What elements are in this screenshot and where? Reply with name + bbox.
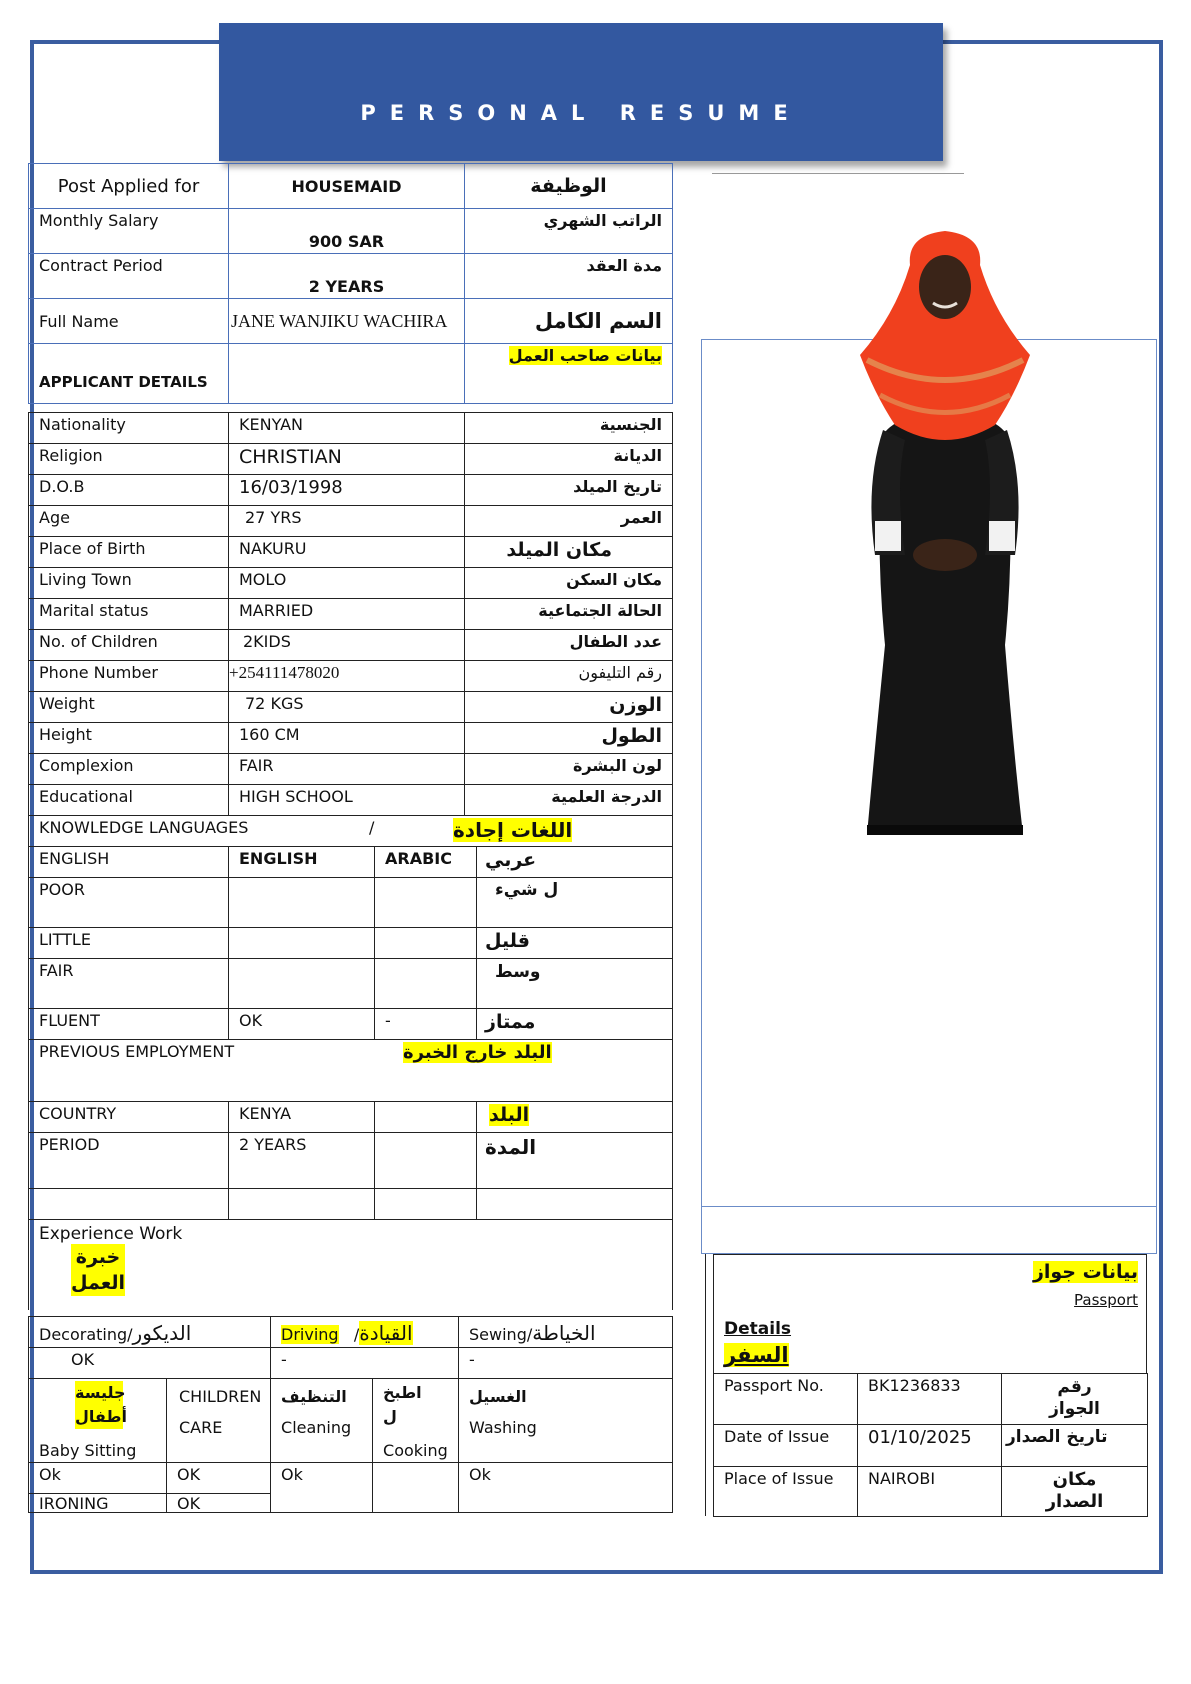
- phone-value: +254111478020: [229, 661, 465, 692]
- birthplace-label: Place of Birth: [29, 537, 229, 568]
- table-row: [29, 1463, 673, 1494]
- passport-details-ar: السفر: [724, 1343, 789, 1367]
- experience-heading-text: Experience Work: [39, 1224, 183, 1244]
- table-row: [29, 1317, 673, 1348]
- contract-label: Contract Period: [29, 254, 229, 299]
- babysit-cell: [29, 1379, 167, 1463]
- applicant-details-label: APPLICANT DETAILS: [29, 344, 229, 404]
- col-arabic-ar: عربي: [477, 847, 673, 878]
- passport-details-label: Details: [724, 1319, 792, 1339]
- height-label: Height: [29, 723, 229, 754]
- babysit-label: Baby Sitting: [39, 1441, 137, 1460]
- religion-value: CHRISTIAN: [229, 444, 465, 475]
- issue-date-label: Date of Issue: [714, 1425, 858, 1467]
- children-care-label: CHILDREN CARE: [167, 1379, 271, 1463]
- country-value: KENYA: [229, 1102, 375, 1133]
- table-row: [29, 1102, 673, 1133]
- country-ar: البلد: [477, 1102, 673, 1133]
- fullname-value: JANE WANJIKU WACHIRA: [229, 299, 465, 344]
- post-label-ar: الوظيفة: [465, 164, 673, 209]
- table-row: [29, 847, 673, 878]
- contract-label-ar: مدة العقد: [465, 254, 673, 299]
- photo-caption-box: [701, 1206, 1157, 1254]
- poor-arabic: [375, 878, 477, 928]
- table-row: [29, 1189, 673, 1220]
- washing-value: Ok: [459, 1463, 673, 1513]
- employment-heading: [29, 1040, 673, 1102]
- dob-label-ar: تاريخ الميلد: [465, 475, 673, 506]
- blank-cell: [229, 1189, 375, 1220]
- passport-heading-ar: بيانات جواز: [1032, 1261, 1138, 1283]
- table-row: [29, 475, 673, 506]
- fluent-english: OK: [229, 1009, 375, 1040]
- table-row: [29, 1348, 673, 1379]
- post-value: HOUSEMAID: [229, 164, 465, 209]
- nationality-value: KENYAN: [229, 413, 465, 444]
- livingtown-label: Living Town: [29, 568, 229, 599]
- fullname-label-ar: السم الكامل: [465, 299, 673, 344]
- issue-place-label: Place of Issue: [714, 1467, 858, 1517]
- languages-slash: /: [369, 818, 375, 837]
- marital-label-ar: الحالة الجتماعية: [465, 599, 673, 630]
- issue-date-ar: تاريخ الصدار: [1002, 1425, 1148, 1467]
- fluent-ar: ممتاز: [477, 1009, 673, 1040]
- employment-heading-text: PREVIOUS EMPLOYMENT: [39, 1042, 235, 1061]
- table-row: [29, 1040, 673, 1102]
- languages-heading: [29, 816, 673, 847]
- table-row: [29, 1009, 673, 1040]
- issue-place-value: NAIROBI: [858, 1467, 1002, 1517]
- driving-cell: Driving /القيادة: [271, 1317, 459, 1348]
- sewing-value: -: [459, 1348, 673, 1379]
- decorating-cell: Decorating/الديكور: [29, 1317, 271, 1348]
- passport-no-ar: رقم الجواز: [1002, 1374, 1148, 1425]
- age-label-ar: العمر: [465, 506, 673, 537]
- table-row: [29, 344, 673, 404]
- ironing-value: OK: [167, 1494, 271, 1513]
- complexion-label: Complexion: [29, 754, 229, 785]
- weight-value: 72 KGS: [229, 692, 465, 723]
- col-english-bold: ENGLISH: [229, 847, 375, 878]
- table-row: [714, 1467, 1148, 1517]
- level-poor: POOR: [29, 878, 229, 928]
- table-row: [29, 878, 673, 928]
- education-label-ar: الدرجة العلمية: [465, 785, 673, 816]
- phone-label-ar: رقم التليفون: [465, 661, 673, 692]
- table-row: [29, 444, 673, 475]
- table-row: [29, 164, 673, 209]
- little-ar: قليل: [477, 928, 673, 959]
- education-label: Educational: [29, 785, 229, 816]
- little-arabic: [375, 928, 477, 959]
- table-row: [29, 599, 673, 630]
- cleaning-value: Ok: [271, 1463, 373, 1513]
- age-label: Age: [29, 506, 229, 537]
- ironing-label: IRONING: [29, 1494, 167, 1513]
- religion-label: Religion: [29, 444, 229, 475]
- table-row: [29, 630, 673, 661]
- table-row: [29, 254, 673, 299]
- fluent-arabic: -: [375, 1009, 477, 1040]
- dob-value: 16/03/1998: [229, 475, 465, 506]
- level-little: LITTLE: [29, 928, 229, 959]
- age-value: 27 YRS: [229, 506, 465, 537]
- table-row: [29, 537, 673, 568]
- country-label: COUNTRY: [29, 1102, 229, 1133]
- babysit-value: Ok: [29, 1463, 167, 1494]
- washing-cell: [459, 1379, 673, 1463]
- birthplace-label-ar: مكان الميلد: [465, 537, 673, 568]
- contract-value: 2 YEARS: [229, 254, 465, 299]
- title-banner: [219, 23, 943, 161]
- table-row: [29, 299, 673, 344]
- table-row: [29, 816, 673, 847]
- skills-table: [28, 1316, 673, 1513]
- table-row: [29, 506, 673, 537]
- cleaning-ar: التنظيف: [281, 1387, 347, 1406]
- level-fair: FAIR: [29, 959, 229, 1009]
- blank-cell: [375, 1189, 477, 1220]
- languages-table: [28, 815, 673, 1310]
- livingtown-label-ar: مكان السكن: [465, 568, 673, 599]
- passport-table: [713, 1373, 1148, 1517]
- issue-place-ar: مكان الصدار: [1002, 1467, 1148, 1517]
- religion-label-ar: الديانة: [465, 444, 673, 475]
- page-title: PERSONAL RESUME: [360, 101, 802, 125]
- table-row: [29, 1220, 673, 1310]
- job-table: [28, 163, 673, 404]
- col-english: ENGLISH: [29, 847, 229, 878]
- nationality-label-ar: الجنسية: [465, 413, 673, 444]
- marital-label: Marital status: [29, 599, 229, 630]
- salary-label-ar: الراتب الشهري: [465, 209, 673, 254]
- weight-label: Weight: [29, 692, 229, 723]
- children-label: No. of Children: [29, 630, 229, 661]
- period-label: PERIOD: [29, 1133, 229, 1189]
- decorative-line: [712, 173, 964, 174]
- height-value: 160 CM: [229, 723, 465, 754]
- children-care-value: OK: [167, 1463, 271, 1494]
- livingtown-value: MOLO: [229, 568, 465, 599]
- cleaning-cell: [271, 1379, 373, 1463]
- details-table: [28, 412, 673, 816]
- passport-left-rule: [705, 1254, 706, 1516]
- nationality-label: Nationality: [29, 413, 229, 444]
- phone-label: Phone Number: [29, 661, 229, 692]
- applicant-photo: [845, 225, 1045, 855]
- table-row: [29, 754, 673, 785]
- period-ar: المدة: [477, 1133, 673, 1189]
- languages-heading-ar: اللغات إجادة: [453, 818, 573, 842]
- fair-english: [229, 959, 375, 1009]
- experience-heading-ar: خبرة العمل: [71, 1246, 126, 1294]
- table-row: [714, 1425, 1148, 1467]
- post-label: Post Applied for: [29, 164, 229, 209]
- experience-heading: [29, 1220, 673, 1310]
- cooking-cell: [373, 1379, 459, 1463]
- cooking-ar: اطبخ ل: [383, 1383, 422, 1426]
- table-row: [29, 959, 673, 1009]
- babysit-ar: جليسة أطفال: [75, 1381, 123, 1429]
- blank-cell: [477, 1189, 673, 1220]
- blank-cell: [29, 1189, 229, 1220]
- fullname-label: Full Name: [29, 299, 229, 344]
- dob-label: D.O.B: [29, 475, 229, 506]
- driving-value: -: [271, 1348, 459, 1379]
- table-row: [29, 661, 673, 692]
- decorating-value: OK: [29, 1348, 271, 1379]
- table-row: [29, 209, 673, 254]
- education-value: HIGH SCHOOL: [229, 785, 465, 816]
- table-row: [29, 568, 673, 599]
- weight-label-ar: الوزن: [465, 692, 673, 723]
- salary-value: 900 SAR: [229, 209, 465, 254]
- period-value: 2 YEARS: [229, 1133, 375, 1189]
- issue-date-value: 01/10/2025: [858, 1425, 1002, 1467]
- washing-label: Washing: [469, 1418, 537, 1437]
- little-english: [229, 928, 375, 959]
- table-row: [29, 1133, 673, 1189]
- period-empty: [375, 1133, 477, 1189]
- cooking-value: [373, 1463, 459, 1513]
- applicant-details-value: [229, 344, 465, 404]
- country-empty: [375, 1102, 477, 1133]
- children-label-ar: عدد الطفال: [465, 630, 673, 661]
- passport-no-label: Passport No.: [714, 1374, 858, 1425]
- table-row: [714, 1374, 1148, 1425]
- height-label-ar: الطول: [465, 723, 673, 754]
- poor-english: [229, 878, 375, 928]
- table-row: [29, 928, 673, 959]
- employment-heading-ar: البلد خارج الخبرة: [403, 1042, 552, 1063]
- complexion-value: FAIR: [229, 754, 465, 785]
- table-row: [29, 785, 673, 816]
- salary-label: Monthly Salary: [29, 209, 229, 254]
- cleaning-label: Cleaning: [281, 1418, 352, 1437]
- birthplace-value: NAKURU: [229, 537, 465, 568]
- cooking-label: Cooking: [383, 1441, 448, 1460]
- applicant-details-ar: بيانات صاحب العمل: [465, 344, 673, 404]
- marital-value: MARRIED: [229, 599, 465, 630]
- children-value: 2KIDS: [229, 630, 465, 661]
- washing-ar: الغسيل: [469, 1387, 527, 1406]
- complexion-label-ar: لون البشرة: [465, 754, 673, 785]
- table-row: [29, 723, 673, 754]
- passport-heading-en: Passport: [1074, 1291, 1138, 1309]
- col-arabic: ARABIC: [375, 847, 477, 878]
- passport-header: [713, 1254, 1147, 1374]
- table-row: [29, 1379, 673, 1463]
- table-row: [29, 692, 673, 723]
- poor-ar: ل شيء: [477, 878, 673, 928]
- sewing-cell: Sewing/الخياطة: [459, 1317, 673, 1348]
- level-fluent: FLUENT: [29, 1009, 229, 1040]
- table-row: [29, 413, 673, 444]
- languages-heading-text: KNOWLEDGE LANGUAGES: [39, 818, 249, 837]
- fair-ar: وسط: [477, 959, 673, 1009]
- fair-arabic: [375, 959, 477, 1009]
- passport-no-value: BK1236833: [858, 1374, 1002, 1425]
